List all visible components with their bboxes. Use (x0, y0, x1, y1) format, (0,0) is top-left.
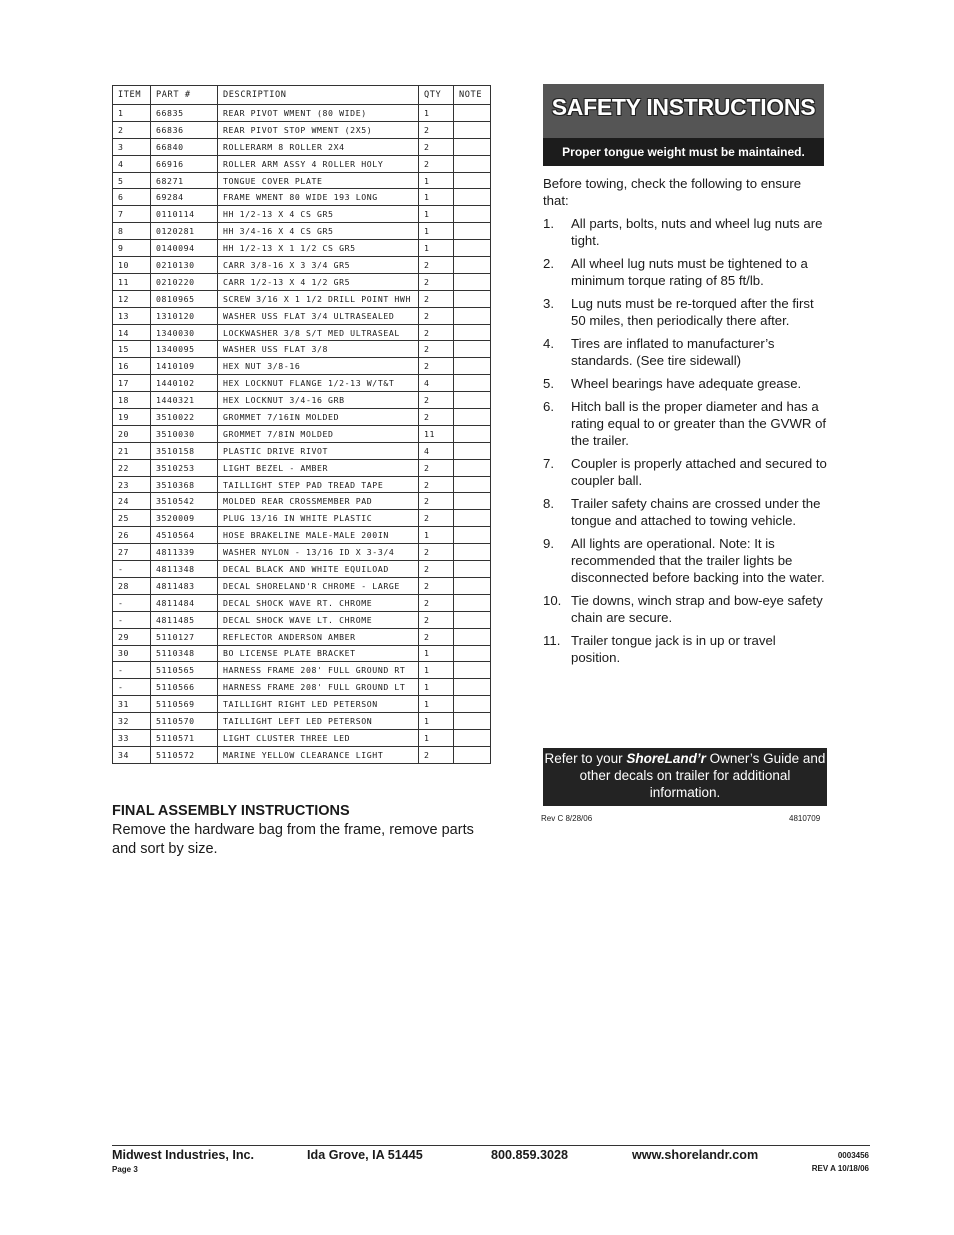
cell-item: - (113, 662, 151, 679)
cell-qty: 1 (419, 729, 454, 746)
list-item-text: All parts, bolts, nuts and wheel lug nuts are tight. (571, 216, 823, 248)
final-assembly-body: Remove the hardware bag from the frame, remove parts and sort by size. (112, 822, 474, 857)
list-item-number: 4. (543, 336, 554, 351)
cell-qty: 4 (419, 442, 454, 459)
cell-qty: 4 (419, 375, 454, 392)
table-row (113, 138, 491, 155)
list-item-text: All wheel lug nuts must be tightened to a minimum torque rating of 85 ft/lb. (571, 256, 808, 288)
table-row (113, 713, 491, 730)
header-description: DESCRIPTION (218, 86, 419, 105)
cell-note (454, 290, 491, 307)
cell-description: LIGHT CLUSTER THREE LED (218, 729, 419, 746)
cell-note (454, 696, 491, 713)
cell-part-number: 1340030 (151, 324, 218, 341)
table-row (113, 628, 491, 645)
cell-note (454, 172, 491, 189)
table-row (113, 155, 491, 172)
cell-note (454, 240, 491, 257)
cell-description: TONGUE COVER PLATE (218, 172, 419, 189)
table-row (113, 409, 491, 426)
table-row (113, 527, 491, 544)
safety-part-number: 4810709 (789, 814, 821, 823)
cell-qty: 2 (419, 611, 454, 628)
cell-qty: 1 (419, 223, 454, 240)
cell-note (454, 662, 491, 679)
cell-note (454, 138, 491, 155)
cell-item: 16 (113, 358, 151, 375)
list-item (543, 295, 828, 329)
cell-qty: 2 (419, 341, 454, 358)
cell-description: ROLLER ARM ASSY 4 ROLLER HOLY (218, 155, 419, 172)
cell-item: 8 (113, 223, 151, 240)
list-item-number: 11. (543, 633, 561, 648)
cell-description: DECAL SHOCK WAVE LT. CHROME (218, 611, 419, 628)
cell-qty: 1 (419, 206, 454, 223)
final-assembly-section (112, 802, 482, 859)
table-row (113, 729, 491, 746)
footer-phone: 800.859.3028 (491, 1148, 569, 1162)
safety-checklist (543, 215, 828, 672)
cell-part-number: 0140094 (151, 240, 218, 257)
cell-part-number: 5110348 (151, 645, 218, 662)
table-row (113, 223, 491, 240)
cell-item: 14 (113, 324, 151, 341)
cell-note (454, 307, 491, 324)
cell-part-number: 3510158 (151, 442, 218, 459)
cell-description: HEX LOCKNUT FLANGE 1/2-13 W/T&T (218, 375, 419, 392)
cell-description: ROLLERARM 8 ROLLER 2X4 (218, 138, 419, 155)
cell-description: SCREW 3/16 X 1 1/2 DRILL POINT HWH (218, 290, 419, 307)
final-assembly-title: FINAL ASSEMBLY INSTRUCTIONS (112, 803, 350, 819)
table-row (113, 392, 491, 409)
cell-description: BO LICENSE PLATE BRACKET (218, 645, 419, 662)
cell-item: 24 (113, 493, 151, 510)
cell-note (454, 561, 491, 578)
cell-note (454, 628, 491, 645)
cell-qty: 2 (419, 155, 454, 172)
list-item (543, 495, 828, 529)
cell-qty: 2 (419, 273, 454, 290)
cell-note (454, 189, 491, 206)
cell-item: 10 (113, 257, 151, 274)
table-row (113, 257, 491, 274)
cell-description: HH 3/4-16 X 4 CS GR5 (218, 223, 419, 240)
cell-item: 15 (113, 341, 151, 358)
cell-item: 11 (113, 273, 151, 290)
cell-description: FRAME WMENT 80 WIDE 193 LONG (218, 189, 419, 206)
cell-part-number: 66840 (151, 138, 218, 155)
cell-note (454, 577, 491, 594)
cell-qty: 2 (419, 358, 454, 375)
cell-description: CARR 3/8-16 X 3 3/4 GR5 (218, 257, 419, 274)
cell-note (454, 594, 491, 611)
header-qty: QTY (419, 86, 454, 105)
cell-item: 22 (113, 459, 151, 476)
list-item (543, 335, 828, 369)
cell-note (454, 746, 491, 763)
cell-qty: 2 (419, 121, 454, 138)
cell-part-number: 0210220 (151, 273, 218, 290)
cell-description: HARNESS FRAME 208' FULL GROUND LT (218, 679, 419, 696)
footer-website: www.shorelandr.com (632, 1148, 759, 1162)
table-row (113, 510, 491, 527)
cell-description: MARINE YELLOW CLEARANCE LIGHT (218, 746, 419, 763)
cell-qty: 2 (419, 577, 454, 594)
table-row (113, 105, 491, 122)
table-row (113, 206, 491, 223)
cell-qty: 1 (419, 662, 454, 679)
footer-company: Midwest Industries, Inc. (112, 1148, 255, 1162)
cell-note (454, 324, 491, 341)
safety-title: SAFETY INSTRUCTIONS (551, 94, 816, 120)
list-item-number: 10. (543, 593, 562, 608)
cell-part-number: 69284 (151, 189, 218, 206)
table-row (113, 645, 491, 662)
cell-item: 28 (113, 577, 151, 594)
table-row (113, 493, 491, 510)
cell-part-number: 1340095 (151, 341, 218, 358)
footer-doc-number: 0003456 (837, 1151, 869, 1160)
cell-part-number: 3520009 (151, 510, 218, 527)
cell-note (454, 206, 491, 223)
cell-item: 27 (113, 544, 151, 561)
cell-part-number: 66835 (151, 105, 218, 122)
cell-description: TAILLIGHT RIGHT LED PETERSON (218, 696, 419, 713)
table-row (113, 459, 491, 476)
cell-qty: 1 (419, 645, 454, 662)
cell-item: 9 (113, 240, 151, 257)
cell-note (454, 510, 491, 527)
cell-part-number: 4811483 (151, 577, 218, 594)
cell-part-number: 0810965 (151, 290, 218, 307)
cell-description: CARR 1/2-13 X 4 1/2 GR5 (218, 273, 419, 290)
cell-qty: 1 (419, 172, 454, 189)
cell-qty: 1 (419, 713, 454, 730)
cell-item: 32 (113, 713, 151, 730)
cell-note (454, 527, 491, 544)
cell-qty: 2 (419, 290, 454, 307)
list-item-text: Lug nuts must be re-torqued after the first 50 miles, then periodically there after. (571, 296, 814, 328)
cell-part-number: 66836 (151, 121, 218, 138)
cell-part-number: 3510542 (151, 493, 218, 510)
list-item-number: 2. (543, 256, 554, 271)
table-row (113, 121, 491, 138)
list-item-text: Coupler is properly attached and secured to coupler ball. (571, 456, 827, 488)
cell-item: 17 (113, 375, 151, 392)
cell-qty: 1 (419, 679, 454, 696)
cell-item: 30 (113, 645, 151, 662)
cell-description: DECAL SHORELAND'R CHROME - LARGE (218, 577, 419, 594)
cell-description: WASHER NYLON - 13/16 ID X 3-3/4 (218, 544, 419, 561)
cell-description: PLASTIC DRIVE RIVOT (218, 442, 419, 459)
cell-note (454, 476, 491, 493)
list-item (543, 255, 828, 289)
cell-qty: 2 (419, 746, 454, 763)
cell-item: 6 (113, 189, 151, 206)
cell-note (454, 358, 491, 375)
cell-item: 29 (113, 628, 151, 645)
list-item (543, 632, 828, 666)
cell-item: 33 (113, 729, 151, 746)
cell-description: LOCKWASHER 3/8 S/T MED ULTRASEAL (218, 324, 419, 341)
cell-item: 21 (113, 442, 151, 459)
cell-part-number: 5110127 (151, 628, 218, 645)
cell-part-number: 5110571 (151, 729, 218, 746)
cell-item: - (113, 611, 151, 628)
cell-part-number: 5110572 (151, 746, 218, 763)
cell-qty: 2 (419, 409, 454, 426)
cell-description: HH 1/2-13 X 4 CS GR5 (218, 206, 419, 223)
cell-item: 5 (113, 172, 151, 189)
table-row (113, 290, 491, 307)
cell-note (454, 645, 491, 662)
refer-suffix: Owner’s Guide and other decals on trailer for additional information. (579, 751, 826, 800)
list-item-text: Tires are inflated to manufacturer’s standards. (See tire sidewall) (571, 336, 775, 368)
cell-part-number: 5110569 (151, 696, 218, 713)
cell-qty: 2 (419, 594, 454, 611)
cell-description: TAILLIGHT LEFT LED PETERSON (218, 713, 419, 730)
footer-page-number: Page 3 (112, 1165, 138, 1174)
cell-part-number: 1440102 (151, 375, 218, 392)
cell-part-number: 5110565 (151, 662, 218, 679)
list-item-text: Trailer safety chains are crossed under the tongue and attached to towing vehicle. (571, 496, 821, 528)
list-item-text: Hitch ball is the proper diameter and has a rating equal to or greater than the GVWR of the trailer. (571, 399, 827, 448)
cell-item: - (113, 561, 151, 578)
cell-item: 23 (113, 476, 151, 493)
cell-item: 19 (113, 409, 151, 426)
footer-divider (112, 1145, 870, 1146)
cell-part-number: 0210130 (151, 257, 218, 274)
cell-note (454, 392, 491, 409)
table-row (113, 476, 491, 493)
cell-item: 25 (113, 510, 151, 527)
parts-table (112, 85, 491, 764)
cell-description: DECAL SHOCK WAVE RT. CHROME (218, 594, 419, 611)
cell-part-number: 3510368 (151, 476, 218, 493)
cell-qty: 11 (419, 425, 454, 442)
safety-subtitle-bar (543, 138, 824, 166)
cell-qty: 2 (419, 307, 454, 324)
cell-part-number: 4811485 (151, 611, 218, 628)
cell-item: 34 (113, 746, 151, 763)
cell-part-number: 0110114 (151, 206, 218, 223)
table-row (113, 442, 491, 459)
table-row (113, 273, 491, 290)
table-row (113, 679, 491, 696)
cell-item: 4 (113, 155, 151, 172)
safety-intro: Before towing, check the following to ensure that: (543, 176, 802, 208)
table-row (113, 189, 491, 206)
cell-note (454, 257, 491, 274)
cell-description: REAR PIVOT STOP WMENT (2X5) (218, 121, 419, 138)
cell-item: 7 (113, 206, 151, 223)
cell-qty: 2 (419, 138, 454, 155)
cell-note (454, 493, 491, 510)
list-item-number: 5. (543, 376, 554, 391)
list-item (543, 455, 828, 489)
cell-description: HEX NUT 3/8-16 (218, 358, 419, 375)
parts-table-body (113, 105, 491, 764)
cell-description: HOSE BRAKELINE MALE-MALE 200IN (218, 527, 419, 544)
table-row (113, 358, 491, 375)
list-item-text: Tie downs, winch strap and bow-eye safety chain are secure. (571, 593, 823, 625)
parts-table-header (113, 86, 491, 105)
cell-qty: 1 (419, 105, 454, 122)
list-item-number: 6. (543, 399, 554, 414)
cell-part-number: 3510253 (151, 459, 218, 476)
table-row (113, 611, 491, 628)
footer-city: Ida Grove, IA 51445 (307, 1148, 423, 1162)
header-part-number: PART # (151, 86, 218, 105)
table-row (113, 307, 491, 324)
table-row (113, 696, 491, 713)
cell-description: WASHER USS FLAT 3/4 ULTRASEALED (218, 307, 419, 324)
cell-note (454, 425, 491, 442)
list-item (543, 535, 828, 586)
cell-qty: 2 (419, 544, 454, 561)
list-item-number: 3. (543, 296, 554, 311)
list-item (543, 215, 828, 249)
cell-description: TAILLIGHT STEP PAD TREAD TAPE (218, 476, 419, 493)
cell-qty: 2 (419, 493, 454, 510)
cell-description: LIGHT BEZEL - AMBER (218, 459, 419, 476)
cell-description: WASHER USS FLAT 3/8 (218, 341, 419, 358)
cell-description: PLUG 13/16 IN WHITE PLASTIC (218, 510, 419, 527)
safety-header (543, 84, 824, 166)
safety-revision: Rev C 8/28/06 (541, 814, 593, 823)
cell-part-number: 66916 (151, 155, 218, 172)
table-row (113, 561, 491, 578)
table-row (113, 375, 491, 392)
cell-note (454, 442, 491, 459)
cell-item: 26 (113, 527, 151, 544)
cell-description: HH 1/2-13 X 1 1/2 CS GR5 (218, 240, 419, 257)
cell-item: 2 (113, 121, 151, 138)
cell-description: REFLECTOR ANDERSON AMBER (218, 628, 419, 645)
table-row (113, 577, 491, 594)
cell-qty: 1 (419, 240, 454, 257)
refer-prefix: Refer to your (544, 751, 627, 766)
table-row (113, 341, 491, 358)
cell-qty: 2 (419, 459, 454, 476)
list-item (543, 592, 828, 626)
cell-qty: 2 (419, 628, 454, 645)
cell-note (454, 409, 491, 426)
table-row (113, 746, 491, 763)
cell-part-number: 0120281 (151, 223, 218, 240)
cell-item: 13 (113, 307, 151, 324)
list-item-number: 8. (543, 496, 554, 511)
table-row (113, 240, 491, 257)
cell-part-number: 5110566 (151, 679, 218, 696)
cell-note (454, 375, 491, 392)
cell-qty: 2 (419, 257, 454, 274)
header-note: NOTE (454, 86, 491, 105)
list-item-text: Wheel bearings have adequate grease. (571, 376, 802, 391)
cell-note (454, 729, 491, 746)
cell-part-number: 4811348 (151, 561, 218, 578)
table-row (113, 594, 491, 611)
cell-part-number: 3510030 (151, 425, 218, 442)
parts-table-header-row (113, 86, 491, 105)
cell-note (454, 544, 491, 561)
list-item-number: 1. (543, 216, 554, 231)
cell-description: MOLDED REAR CROSSMEMBER PAD (218, 493, 419, 510)
cell-description: GROMMET 7/16IN MOLDED (218, 409, 419, 426)
cell-description: REAR PIVOT WMENT (80 WIDE) (218, 105, 419, 122)
refer-box (543, 748, 827, 806)
cell-item: - (113, 679, 151, 696)
cell-note (454, 611, 491, 628)
list-item (543, 398, 828, 449)
cell-part-number: 3510022 (151, 409, 218, 426)
cell-qty: 1 (419, 527, 454, 544)
cell-description: DECAL BLACK AND WHITE EQUILOAD (218, 561, 419, 578)
cell-item: 31 (113, 696, 151, 713)
header-item: ITEM (113, 86, 151, 105)
cell-note (454, 459, 491, 476)
cell-qty: 2 (419, 324, 454, 341)
cell-part-number: 68271 (151, 172, 218, 189)
cell-item: 1 (113, 105, 151, 122)
table-row (113, 425, 491, 442)
cell-part-number: 4811484 (151, 594, 218, 611)
cell-qty: 2 (419, 392, 454, 409)
cell-part-number: 4510564 (151, 527, 218, 544)
cell-qty: 2 (419, 561, 454, 578)
cell-qty: 2 (419, 510, 454, 527)
list-item-number: 9. (543, 536, 554, 551)
cell-qty: 1 (419, 189, 454, 206)
cell-note (454, 155, 491, 172)
cell-item: 3 (113, 138, 151, 155)
cell-part-number: 5110570 (151, 713, 218, 730)
list-item-text: Trailer tongue jack is in up or travel position. (571, 633, 776, 665)
cell-note (454, 273, 491, 290)
cell-description: GROMMET 7/8IN MOLDED (218, 425, 419, 442)
cell-part-number: 1410109 (151, 358, 218, 375)
cell-note (454, 341, 491, 358)
safety-subtitle: Proper tongue weight must be maintained. (562, 145, 805, 159)
cell-part-number: 4811339 (151, 544, 218, 561)
cell-note (454, 679, 491, 696)
list-item-number: 7. (543, 456, 554, 471)
cell-note (454, 105, 491, 122)
cell-item: - (113, 594, 151, 611)
list-item (543, 375, 828, 392)
cell-item: 20 (113, 425, 151, 442)
cell-part-number: 1310120 (151, 307, 218, 324)
cell-part-number: 1440321 (151, 392, 218, 409)
cell-qty: 1 (419, 696, 454, 713)
cell-qty: 2 (419, 476, 454, 493)
table-row (113, 172, 491, 189)
cell-item: 12 (113, 290, 151, 307)
table-row (113, 544, 491, 561)
list-item-text: All lights are operational. Note: It is recommended that the trailer lights be disconnected before backing into the water. (571, 536, 825, 585)
cell-description: HARNESS FRAME 208' FULL GROUND RT (218, 662, 419, 679)
table-row (113, 324, 491, 341)
cell-item: 18 (113, 392, 151, 409)
cell-note (454, 223, 491, 240)
cell-description: HEX LOCKNUT 3/4-16 GRB (218, 392, 419, 409)
table-row (113, 662, 491, 679)
footer-revision: REV A 10/18/06 (811, 1164, 869, 1173)
cell-note (454, 121, 491, 138)
refer-brand: ShoreLand’r (626, 751, 706, 766)
cell-note (454, 713, 491, 730)
